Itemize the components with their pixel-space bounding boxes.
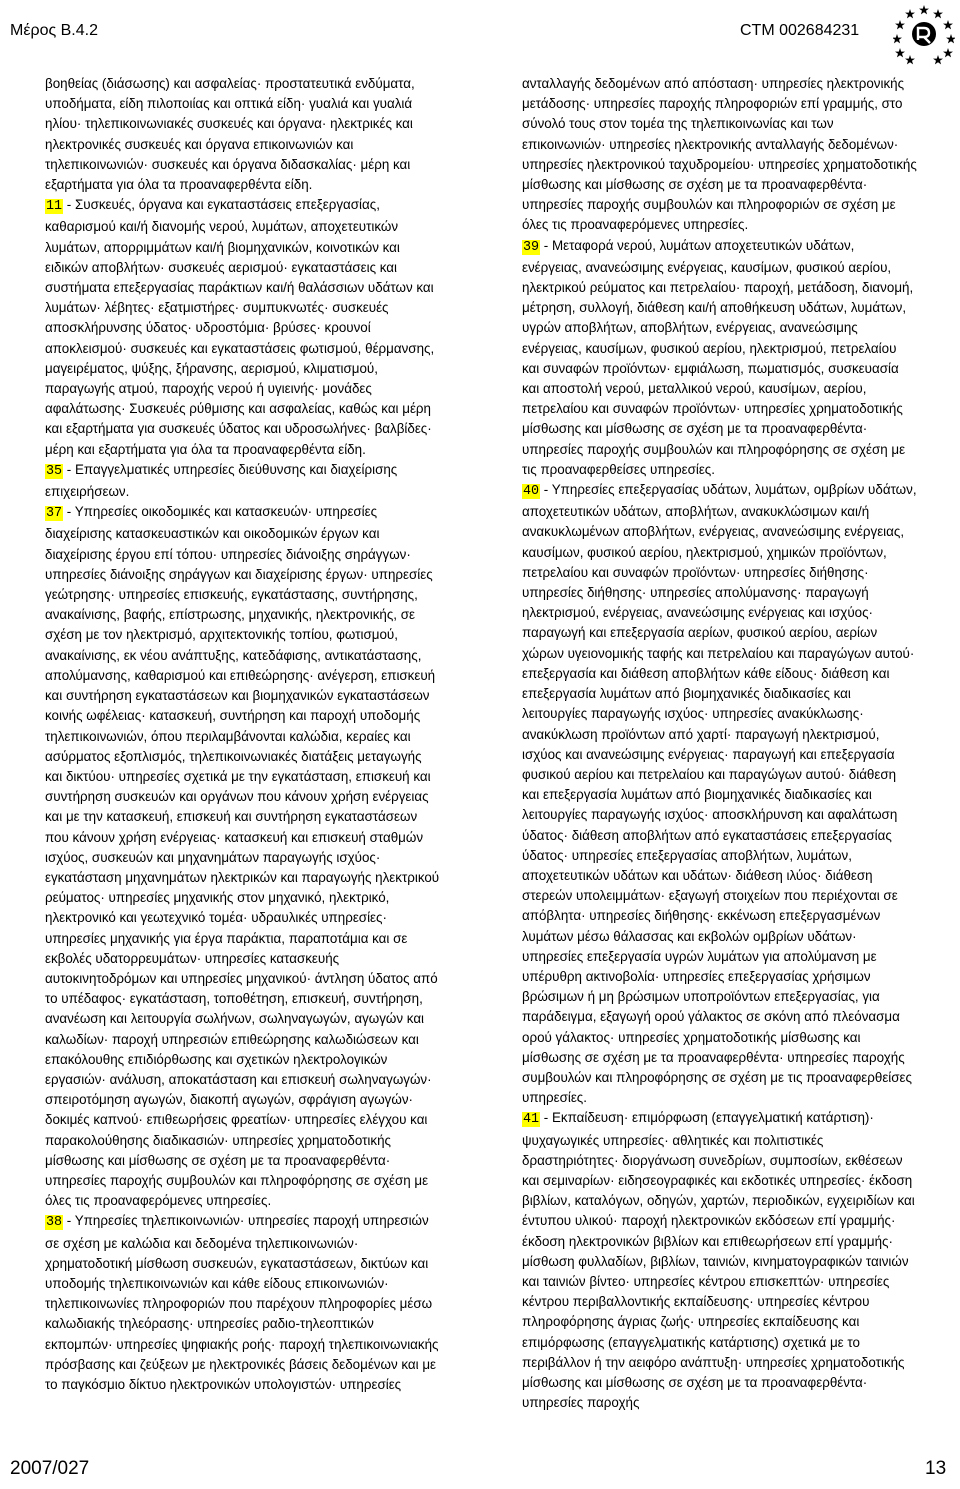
right-paragraph-0	[522, 74, 917, 236]
left-paragraph-4	[45, 1211, 440, 1395]
class-number-badge: 41	[523, 1112, 540, 1128]
paragraph-text: - Εκπαίδευση· επιμόρφωση (επαγγελματική κατάρτιση)· ψυχαγωγικές υπηρεσίες· αθλητικές και πολιτιστικές δραστηριότητες· διοργάνωση συνεδρίων, συμποσίων, εκθέσεων και σεμιναρίων· ειδησεογραφικές και εκδοτικές υπηρεσίες· έκδοση βιβλίων, καταλόγων, οδηγών, χαρτών, περιοδικών, εγχειριδίων και έντυπου υλικού· παροχή ηλεκτρονικών εκδόσεων επί γραμμής· έκδοση ηλεκτρονικών βιβλίων και επιθεωρήσεων επί γραμμής· μίσθωση φυλλαδίων, βιβλίων, ταινιών, κινηματογραφικών ταινιών και ταινιών βίντεο· υπηρεσίες κέντρου επισκεπτών· υπηρεσίες κέντρου περιβαλλοντικής εκπαίδευσης· υπηρεσίες κέντρου πληροφόρησης άγριας ζωής· υπηρεσίες εκπαίδευσης και επιμόρφωσης (επαγγελματικής κατάρτισης) σχετικά με το περιβάλλον ή την αειφόρο ανάπτυξη· υπηρεσίες χρηματοδοτικής μίσθωσης και μίσθωσης σε σχέση με τα προαναφερθέντα· υπηρεσίες παροχής	[522, 1110, 915, 1411]
class-number-badge: 37	[46, 506, 63, 522]
class-number-badge: 38	[46, 1215, 63, 1231]
paragraph-text: - Υπηρεσίες επεξεργασίας υδάτων, λυμάτων, ομβρίων υδάτων, αποχετευτικών υδάτων, αποβλήτων, ανακυκλώσιμων και/ή ανακυκλωμένων αποβλήτων, ενέργειας, ανανεώσιμης ενέργειας, καυσίμων, φυσικού αερίου, ηλεκτρισμού, χημικών προϊόντων, πετρελαίου και συναφών προϊόντων· υπηρεσίες διήθησης· υπηρεσίες διήθησης· υπηρεσίες απολύμανσης· παραγωγή ηλεκτρισμού, ενέργειας, ανανεώσιμης ενέργειας και ισχύος· παραγωγή και επεξεργασία αερίων, φυσικού αερίου, αερίων χώρων υγειονομικής ταφής και πετρελαίου και παραγώγων αυτού· επεξεργασία και διάθεση αποβλήτων κάθε είδους· διάθεση και επεξεργασία λυμάτων από βιομηχανικές διαδικασίες και λειτουργίες παραγωγής ισχύος· υπηρεσίες ανακύκλωσης· ανακύκλωση προϊόντων από χαρτί· παραγωγή ηλεκτρισμού, ισχύος και ανανεώσιμης ενέργειας· παραγωγή και επεξεργασία φυσικού αερίου και πετρελαίου και παραγώγων αυτού· διάθεση και επεξεργασία λυμάτων από βιομηχανικές διαδικασίες και λειτουργίες παραγωγής ισχύος· αποσκλήρυνση και αφαλάτωση ύδατος· διάθεση αποβλήτων από εγκαταστάσεις επεξεργασίας ύδατος· υπηρεσίες επεξεργασίας αποβλήτων, λυμάτων, αποχετευτικών υδάτων και υδάτων· διάθεση ιλύος· διάθεση στερεών υπολειμμάτων· εξαγωγή στοιχείων που περιέχονται σε απόβλητα· υπηρεσίες διήθησης· εκκένωση επεξεργασμένων λυμάτων μέσω θάλασσας και εκβολών ομβρίων υδάτων· υπηρεσίες επεξεργασία υγρών λυμάτων για απολύμανση με υπέρυθρη ακτινοβολία· υπηρεσίες επεξεργασίας χρήσιμων βρώσιμων ή μη βρώσιμων υποπροϊόντων επεξεργασίας, για παράδειγμα, εξαγωγή ορού γάλακτος σε σκόνη από πλεόνασμα ορού γάλακτος· υπηρεσίες χρηματοδοτικής μίσθωσης και μίσθωσης σε σχέση με τα προαναφερθέντα· υπηρεσίες παροχής συμβουλών και πληροφόρησης σε σχέση με τις προαναφερθείσες υπηρεσίες.	[522, 482, 917, 1106]
right-paragraph-3	[522, 1108, 917, 1413]
right-paragraph-1	[522, 236, 917, 480]
left-paragraph-0	[45, 74, 440, 195]
right-paragraph-2	[522, 480, 917, 1108]
class-number-badge: 11	[46, 199, 63, 215]
left-paragraph-3	[45, 502, 440, 1211]
class-number-badge: 35	[46, 463, 63, 479]
bulletin-number: 2007/027	[10, 1458, 90, 1479]
paragraph-text: - Υπηρεσίες οικοδομικές και κατασκευών· υπηρεσίες διαχείρισης κατασκευαστικών και οικοδομικών έργων και διαχείρισης έργου επί τόπου· υπηρεσίες διάνοιξης σηράγγων· υπηρεσίες διάνοιξης σηράγγων και διαχείρισης έργων· υπηρεσίες γεώτρησης· υπηρεσίες επισκευής, εγκατάστασης, συντήρησης, ανακαίνισης, βαφής, επίστρωσης, μηχανικής, ηλεκτρονικής, σε σχέση με τον ηλεκτρισμό, αρχιτεκτονικής τοπίου, φωτισμού, ανακαίνισης, εκ νέου ανάπτυξης, κατεδάφισης, αντικατάστασης, απολύμανσης, καθαρισμού και επιθεώρησης· ανέγερση, επισκευή και συντήρηση εγκαταστάσεων και βιομηχανικών εγκαταστάσεων κοινής ωφέλειας· κατασκευή, συντήρηση και παροχή υποδομής τηλεπικοινωνιών, όπου περιλαμβάνονται καλώδια, κεραίες και ασύρματος εξοπλισμός, τηλεπικοινωνιακές διατάξεις μεταγωγής και δικτύου· υπηρεσίες σχετικά με την εγκατάσταση, επισκευή και συντήρηση συσκευών και οργάνων που κάνουν χρήση ενέργειας και με την κατασκευή, επισκευή και συντήρηση εγκαταστάσεων που κάνουν χρήση ενέργειας· κατασκευή και επισκευή σταθμών ισχύος, συσκευών και μηχανημάτων παραγωγής ισχύος· εγκατάσταση μηχανημάτων ηλεκτρικών και παραγωγής ηλεκτρικού ρεύματος· υπηρεσίες μηχανικής στον μηχανικό, ηλεκτρικό, ηλεκτρονικό και γεωτεχνικό τομέα· υδραυλικές υπηρεσίες· υπηρεσίες μηχανικής για έργα παράκτια, παραποτάμια και σε εκβολές υδατορρευμάτων· υπηρεσίες κατασκευής αυτοκινητοδρόμων και υπηρεσίες μηχανικού· άντληση ύδατος από το υπέδαφος· εγκατάσταση, τοποθέτηση, επισκευή, συντήρηση, ανανέωση και λειτουργία σωλήνων, σωληναγωγών, αγωγών και καλωδίων· παροχή υπηρεσιών επιθεώρησης καλωδιώσεων και επακόλουθης επιδιόρθωσης και σχετικών ηλεκτρολογικών εργασιών· ανάλυση, αποκατάσταση και επισκευή σωληναγωγών· σπειροτόμηση αγωγών, διακοπή αγωγών, σφράγιση αγωγών· δοκιμές καπνού· επιθεωρήσεις φρεατίων· υπηρεσίες ελέγχου και παρακολούθησης διαδικασιών· υπηρεσίες χρηματοδοτικής μίσθωσης και μίσθωσης σε σχέση με τα προαναφερθέντα· υπηρεσίες παροχής συμβουλών και πληροφόρησης σε σχέση με όλες τις προαναφερόμενες υπηρεσίες.	[45, 504, 440, 1209]
paragraph-text: - Μεταφορά νερού, λυμάτων αποχετευτικών υδάτων, ενέργειας, ανανεώσιμης ενέργειας, καυσίμων, φυσικού αερίου, ηλεκτρικού ρεύματος και πετρελαίου· παροχή, μετάδοση, διανομή, μέτρηση, συλλογή, διάθεση και/ή αποθήκευση υδάτων, λυμάτων, υγρών αποβλήτων, αποβλήτων, ενέργειας, ανανεώσιμης ενέργειας, καυσίμων, φυσικού αερίου, ηλεκτρισμού, πετρελαίου και συναφών προϊόντων· εμφιάλωση, πωματισμός, συσκευασία και αποστολή νερού, μεταλλικού νερού, καυσίμων, αερίου, πετρελαίου και συναφών προϊόντων· υπηρεσίες χρηματοδοτικής μίσθωσης και μίσθωσης σε σχέση με τα προαναφερθέντα· υπηρεσίες παροχής συμβουλών και πληροφόρησης σε σχέση με τις προαναφερθείσες υπηρεσίες.	[522, 237, 914, 477]
page-number: 13	[925, 1458, 947, 1479]
paragraph-text: - Υπηρεσίες τηλεπικοινωνιών· υπηρεσίες παροχή υπηρεσιών σε σχέση με καλώδια και δεδομένα τηλεπικοινωνιών· χρηματοδοτική μίσθωση συσκευών, εγκαταστάσεων, δικτύων και υποδομής τηλεπικοινωνιών και κάθε είδους επικοινωνιών· τηλεπικοινωνίες πληροφοριών που παρέχουν πληροφορίες μέσω καλωδιακής τηλεόρασης· υπηρεσίες ραδιο-τηλεοπτικών εκπομπών· υπηρεσίες ψηφιακής ροής· παροχή τηλεπικοινωνιακής πρόσβασης και ζεύξεων με ηλεκτρονικές βάσεις δεδομένων και με το παγκόσμιο δίκτυο ηλεκτρονικών υπολογιστών· υπηρεσίες	[45, 1213, 439, 1392]
left-paragraph-1	[45, 195, 440, 460]
paragraph-text: - Επαγγελματικές υπηρεσίες διεύθυνσης και διαχείρισης επιχειρήσεων.	[45, 461, 398, 500]
class-number-badge: 40	[523, 484, 540, 500]
part-label: Μέρος Β.4.2	[10, 22, 98, 39]
left-paragraph-2	[45, 460, 440, 502]
paragraph-text: - Συσκευές, όργανα και εγκαταστάσεις επεξεργασίας, καθαρισμού και/ή διανομής νερού, λυμάτων, αποχετευτικών λυμάτων, απορριμμάτων και/ή βιομηχανικών, κοινοτικών και ειδικών αποβλήτων· συσκευές αερισμού· εγκαταστάσεις και συστήματα επεξεργασίας παράκτιων και/ή θαλάσσιων υδάτων και λυμάτων· λέβητες· εξατμιστήρες· συμπυκνωτές· συσκευές αποσκλήρυνσης ύδατος· υδροστόμια· βρύσες· κρουνοί αποκλεισμού· συσκευές και εγκαταστάσεις φωτισμού, θέρμανσης, μαγειρέματος, ψύξης, ξήρανσης, αερισμού, κλιματισμού, παραγωγής ατμού, παροχής νερού ή υγιεινής· μονάδες αφαλάτωσης· Συσκευές ρύθμισης και ασφαλείας, καθώς και μέρη και εξαρτήματα για συσκευές ύδατος και υδροσωλήνες· βαλβίδες· μέρη και εξαρτήματα για όλα τα προαναφερθέντα είδη.	[45, 197, 435, 457]
class-number-badge: 39	[523, 239, 540, 255]
paragraph-text: βοηθείας (διάσωσης) και ασφαλείας· προστατευτικά ενδύματα, υποδήματα, είδη πιλοποιίας και οπτικά είδη· γυαλιά και γυαλιά ηλίου· τηλεπικοινωνιακές συσκευές και όργανα· ηλεκτρικές και ηλεκτρονικές συσκευές και όργανα επικοινωνιών και τηλεπικοινωνιών· συσκευές και όργανα διδασκαλίας· μέρη και εξαρτήματα για όλα τα προαναφερθέντα είδη.	[45, 76, 415, 193]
left-text-column	[45, 74, 440, 1395]
ctm-number: CTM 002684231	[740, 22, 860, 39]
right-text-column	[522, 74, 917, 1413]
eu-stars-trademark-logo-icon	[893, 3, 955, 65]
paragraph-text: ανταλλαγής δεδομένων από απόσταση· υπηρεσίες ηλεκτρονικής μετάδοσης· υπηρεσίες παροχής πληροφοριών επί γραμμής, στο σύνολό τους στον τομέα της τηλεπικοινωνίας και των επικοινωνιών· υπηρεσίες ηλεκτρονικής ανταλλαγής δεδομένων· υπηρεσίες ηλεκτρονικού ταχυδρομείου· υπηρεσίες χρηματοδοτικής μίσθωσης και μίσθωσης σε σχέση με τα προαναφερθέντα· υπηρεσίες παροχής συμβουλών και πληροφοριών σε σχέση με όλες τις προαναφερόμενες υπηρεσίες.	[522, 76, 917, 233]
